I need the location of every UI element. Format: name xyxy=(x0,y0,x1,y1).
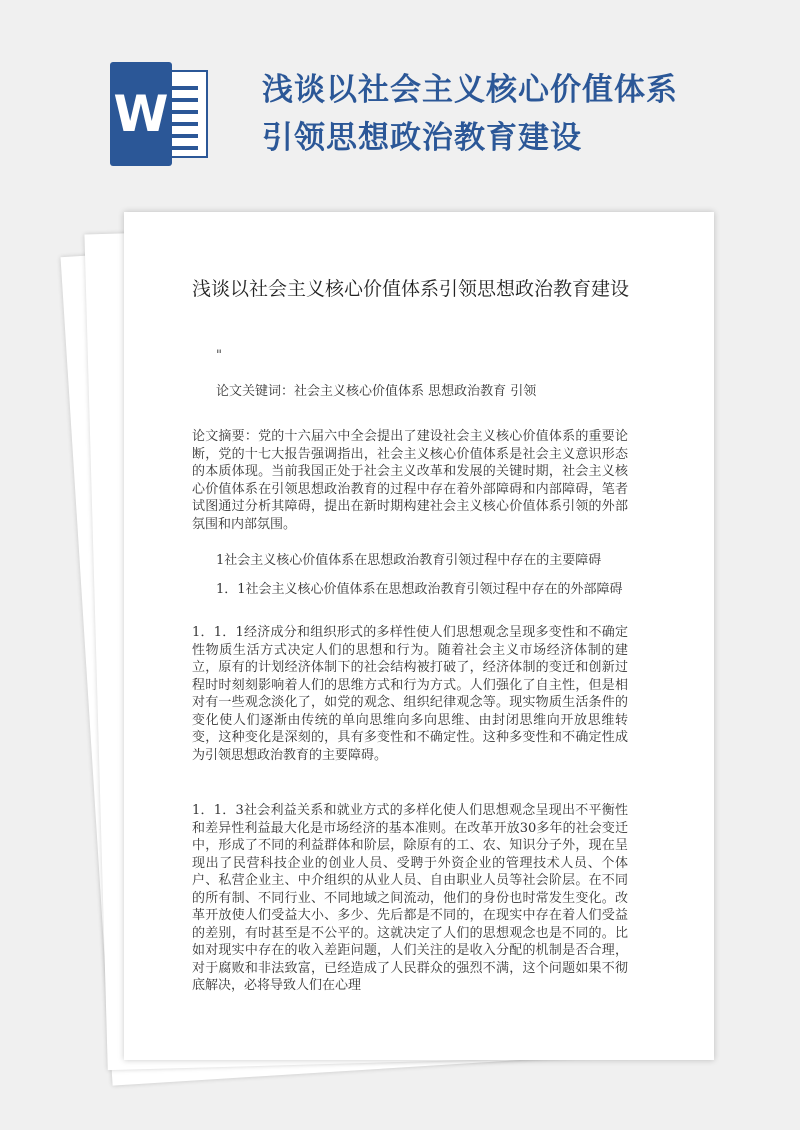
page-title-line2: 引领思想政治教育建设 xyxy=(262,120,582,156)
page-title-line1: 浅谈以社会主义核心价值体系 xyxy=(262,72,678,108)
section-paragraph-1-1-3: 1．1．3社会利益关系和就业方式的多样化使人们思想观念呈现出不平衡性和差异性利益最大化是市场经济的基本准则。在改革开放30多年的社会变迁中，形成了不同的利益群体和阶层，除原有的工、农、知识分子外，现在呈现出了民营科技企业的创业人员、受聘于外资企业的管理技术人员、个体户、私营企业主、中介组织的从业人员、自由职业人员等社会阶层。在不同的所有制、不同行业、不同地域之间流动，他们的身份也时常发生变化。改革开放使人们受益大小、多少、先后都是不同的，在现实中存在着人们受益的差别，有时甚至是不公平的。这就决定了人们的思想观念也是不同的。比如对现实中存在的收入差距问题，人们关注的是收入分配的机制是否合理，对于腐败和非法致富，已经造成了人民群众的强烈不满，这个问题如果不彻底解决，必将导致人们在心理 xyxy=(192,803,628,993)
abstract-paragraph: 论文摘要：党的十六届六中全会提出了建设社会主义核心价值体系的重要论断，党的十七大报告强调指出，社会主义核心价值体系是社会主义意识形态的本质体现。当前我国正处于社会主义改革和发展的关键时期，社会主义核心价值体系在引领思想政治教育的过程中存在着外部障碍和内部障碍，笔者试图通过分析其障碍，提出在新时期构建社会主义核心价值体系引领的外部氛围和内部氛围。 xyxy=(192,429,628,532)
word-document-icon xyxy=(110,62,210,166)
document-title: 浅谈以社会主义核心价值体系引领思想政治教育建设 xyxy=(192,278,630,300)
document-header xyxy=(0,0,800,210)
quote-mark: " xyxy=(216,348,222,363)
keywords-line: 论文关键词：社会主义核心价值体系 思想政治教育 引领 xyxy=(216,384,537,399)
document-page xyxy=(124,212,714,1060)
section-heading-1-1: 1．1社会主义核心价值体系在思想政治教育引领过程中存在的外部障碍 xyxy=(216,582,623,597)
word-w-badge: W xyxy=(110,62,172,166)
page-title xyxy=(262,66,682,162)
section-paragraph-1-1-1: 1．1．1经济成分和组织形式的多样性使人们思想观念呈现多变性和不确定性物质生活方式决定人们的思想和行为。随着社会主义市场经济体制的建立，原有的计划经济体制下的社会结构被打破了，经济体制的变迁和创新过程时时刻刻影响着人们的思维方式和行为方式。人们强化了自主性，但是相对有一些观念淡化了，如党的观念、组织纪律观念等。现实物质生活条件的变化使人们逐渐由传统的单向思维向多向思维、由封闭思维向开放思维转变，这种变化是深刻的，具有多变性和不确定性。这种多变性和不确定性成为引领思想政治教育的主要障碍。 xyxy=(192,625,628,763)
section-heading-1: 1社会主义核心价值体系在思想政治教育引领过程中存在的主要障碍 xyxy=(216,553,602,568)
